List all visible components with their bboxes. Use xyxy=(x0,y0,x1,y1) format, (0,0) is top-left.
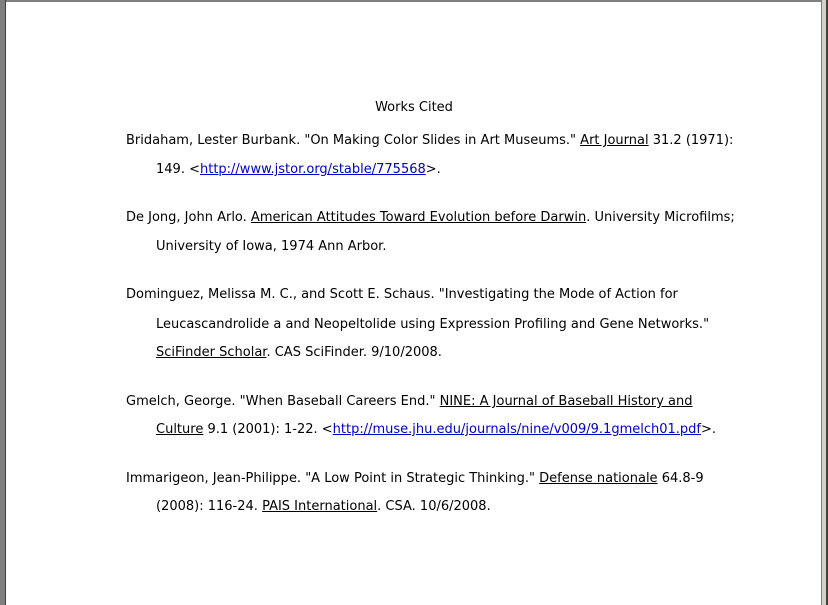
citation-line xyxy=(126,394,692,410)
citation-text: >. xyxy=(425,162,441,177)
citation-source-title: PAIS International xyxy=(262,499,378,514)
citation-text: . CAS SciFinder. 9/10/2008. xyxy=(266,345,442,360)
citation-text: 64.8-9 xyxy=(657,471,704,486)
citation-text: . University Microfilms; xyxy=(586,210,735,225)
citation-line xyxy=(156,422,716,438)
citation-text: . CSA. 10/6/2008. xyxy=(377,499,491,514)
citation-line xyxy=(156,499,491,515)
citation-source-title: Art Journal xyxy=(580,133,649,148)
citation-source-title: NINE: A Journal of Baseball History and xyxy=(439,394,693,409)
page-title: Works Cited xyxy=(375,100,453,115)
citation-text: 9.1 (2001): 1-22. < xyxy=(203,422,333,437)
vertical-scrollbar-edge[interactable] xyxy=(821,0,828,605)
citation-line xyxy=(156,317,709,333)
citation-line xyxy=(126,287,678,303)
citation-text: Immarigeon, Jean-Philippe. "A Low Point in Strategic Thinking." xyxy=(126,471,540,486)
citation-line xyxy=(126,210,735,226)
citation-source-title: Defense nationale xyxy=(539,471,658,486)
citation-text: (2008): 116-24. xyxy=(156,499,263,514)
citation-text: >. xyxy=(700,422,717,437)
window-top-border xyxy=(0,0,828,2)
citation-text: 31.2 (1971): xyxy=(648,133,734,148)
citation-text: Gmelch, George. "When Baseball Careers End." xyxy=(126,394,440,409)
citation-text: Dominguez, Melissa M. C., and Scott E. Schaus. "Investigating the Mode of Action for xyxy=(126,287,678,302)
window-left-border xyxy=(0,0,6,605)
citation-url-link[interactable]: http://www.jstor.org/stable/775568 xyxy=(199,162,426,177)
citation-line xyxy=(126,133,733,149)
citation-url-link[interactable]: http://muse.jhu.edu/journals/nine/v009/9.1gmelch01.pdf xyxy=(332,422,701,437)
citation-source-title: Culture xyxy=(156,422,204,437)
citation-text: University of Iowa, 1974 Ann Arbor. xyxy=(156,239,387,254)
citation-source-title: American Attitudes Toward Evolution before Darwin xyxy=(250,210,587,225)
citation-line xyxy=(126,471,704,487)
citation-text: Bridaham, Lester Burbank. "On Making Color Slides in Art Museums." xyxy=(126,133,581,148)
citation-text: Leucascandrolide a and Neopeltolide using Expression Profiling and Gene Networks." xyxy=(156,317,710,332)
citation-text: De Jong, John Arlo. xyxy=(126,210,251,225)
citation-source-title: SciFinder Scholar xyxy=(156,345,267,360)
citation-line xyxy=(156,345,442,361)
citation-line xyxy=(156,239,386,255)
citation-line xyxy=(156,162,441,178)
citation-text: 149. < xyxy=(156,162,200,177)
